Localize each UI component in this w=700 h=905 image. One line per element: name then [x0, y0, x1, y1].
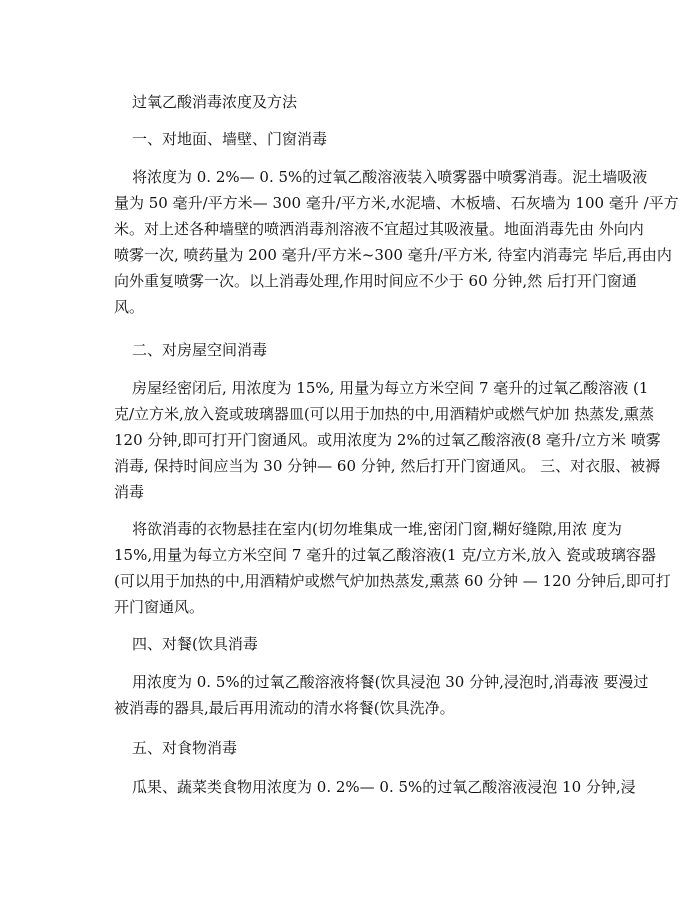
paragraph-line: 开门窗通风。: [114, 598, 205, 616]
paragraph-line: 克/立方米,放入瓷或玻璃器皿(可以用于加热的中,用酒精炉或燃气炉加 热蒸发,熏蒸: [114, 405, 654, 423]
document-title: 过氧乙酸消毒浓度及方法: [132, 93, 298, 111]
paragraph-line: 消毒, 保持时间应当为 30 分钟— 60 分钟, 然后打开门窗通风。 三、对衣服、被褥: [114, 457, 661, 475]
section-heading-tableware: 四、对餐(饮具消毒: [132, 635, 258, 653]
paragraph-line: 向外重复喷雾一次。以上消毒处理,作用时间应不少于 60 分钟,然 后打开门窗通: [114, 272, 637, 290]
paragraph-line: 风。: [114, 298, 145, 316]
paragraph-line: 量为 50 毫升/平方米— 300 毫升/平方米,水泥墙、木板墙、石灰墙为 100 毫升 /平方: [114, 194, 679, 212]
paragraph-line: 15%,用量为每立方米空间 7 毫升的过氧乙酸溶液(1 克/立方米,放入 瓷或玻璃容器: [114, 546, 656, 564]
section-heading-walls: 一、对地面、墙壁、门窗消毒: [132, 130, 328, 148]
paragraph-line: 瓜果、蔬菜类食物用浓度为 0. 2%— 0. 5%的过氧乙酸溶液浸泡 10 分钟,浸: [132, 778, 636, 796]
paragraph-line: 喷雾一次, 喷药量为 200 毫升/平方米~300 毫升/平方米, 待室内消毒完 毕后,再由内: [114, 246, 672, 264]
paragraph-line: 用浓度为 0. 5%的过氧乙酸溶液将餐(饮具浸泡 30 分钟,浸泡时,消毒液 要漫过: [132, 673, 649, 691]
paragraph-line: 120 分钟,即可打开门窗通风。或用浓度为 2%的过氧乙酸溶液(8 毫升/立方米 喷雾: [114, 431, 661, 449]
paragraph-line: (可以用于加热的中,用酒精炉或燃气炉加热蒸发,熏蒸 60 分钟 — 120 分钟后,即可打: [114, 572, 671, 590]
paragraph-line: 米。对上述各种墙壁的喷洒消毒剂溶液不宜超过其吸液量。地面消毒先由 外向内: [114, 220, 644, 238]
section-heading-room: 二、对房屋空间消毒: [132, 341, 268, 359]
paragraph-line: 将浓度为 0. 2%— 0. 5%的过氧乙酸溶液装入喷雾器中喷雾消毒。泥土墙吸液: [132, 168, 648, 186]
paragraph-line: 消毒: [114, 483, 145, 501]
paragraph-line: 将欲消毒的衣物悬挂在室内(切勿堆集成一堆,密闭门窗,糊好缝隙,用浓 度为: [132, 520, 622, 538]
paragraph-line: 被消毒的器具,最后再用流动的清水将餐(饮具洗净。: [114, 699, 455, 717]
paragraph-line: 房屋经密闭后, 用浓度为 15%, 用量为每立方米空间 7 毫升的过氧乙酸溶液 (1: [132, 379, 649, 397]
section-heading-food: 五、对食物消毒: [132, 739, 238, 757]
